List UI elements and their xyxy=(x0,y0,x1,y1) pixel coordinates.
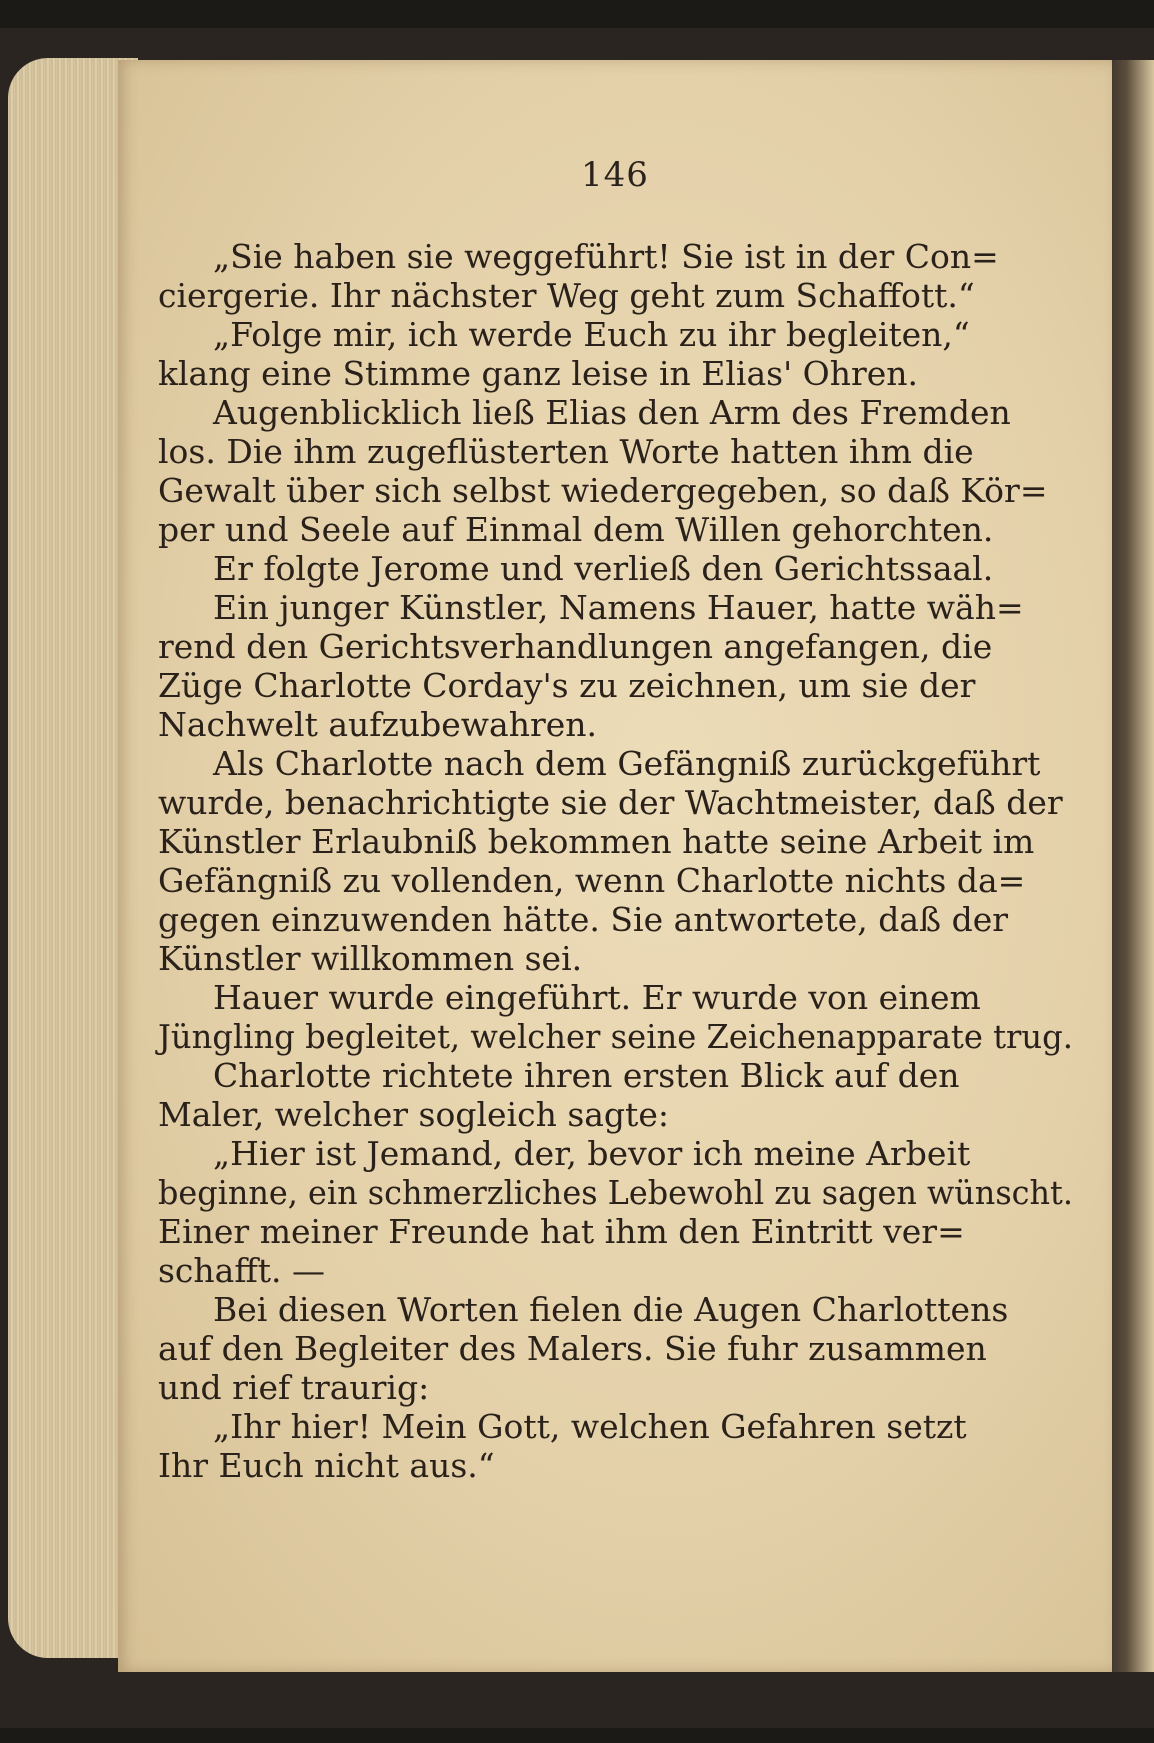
text-line: Bei diesen Worten fielen die Augen Charlottens xyxy=(213,1290,1009,1329)
text-line: Augenblicklich ließ Elias den Arm des Fremden xyxy=(213,393,1011,432)
text-line: Als Charlotte nach dem Gefängniß zurückgeführt xyxy=(213,744,1041,783)
text-line: „Hier ist Jemand, der, bevor ich meine Arbeit xyxy=(213,1134,971,1173)
text-line: Charlotte richtete ihren ersten Blick auf den xyxy=(213,1056,960,1095)
text-line: Ein junger Künstler, Namens Hauer, hatte wäh= xyxy=(213,588,1024,627)
text-line: per und Seele auf Einmal dem Willen gehorchten. xyxy=(158,510,994,549)
text-line: Er folgte Jerome und verließ den Gerichtssaal. xyxy=(213,549,994,588)
text-line: Gewalt über sich selbst wiedergegeben, so daß Kör= xyxy=(158,471,1048,510)
text-line: und rief traurig: xyxy=(158,1368,430,1407)
text-line: Ihr Euch nicht aus.“ xyxy=(158,1446,495,1485)
text-line: „Ihr hier! Mein Gott, welchen Gefahren setzt xyxy=(213,1407,967,1446)
page-number: 146 xyxy=(581,155,649,195)
text-line: gegen einzuwenden hätte. Sie antwortete, daß der xyxy=(158,900,1008,939)
text-line: Züge Charlotte Corday's zu zeichnen, um sie der xyxy=(158,666,976,705)
text-line: rend den Gerichtsverhandlungen angefangen, die xyxy=(158,627,993,666)
text-line: Gefängniß zu vollenden, wenn Charlotte nichts da= xyxy=(158,861,1026,900)
text-line: wurde, benachrichtigte sie der Wachtmeister, daß der xyxy=(158,783,1063,822)
text-line: „Sie haben sie weggeführt! Sie ist in der Con= xyxy=(213,237,999,276)
text-line: Künstler Erlaubniß bekommen hatte seine Arbeit im xyxy=(158,822,1035,861)
text-line: auf den Begleiter des Malers. Sie fuhr zusammen xyxy=(158,1329,987,1368)
text-line: Einer meiner Freunde hat ihm den Eintritt ver= xyxy=(158,1212,965,1251)
text-line: Künstler willkommen sei. xyxy=(158,939,583,978)
text-line: los. Die ihm zugeflüsterten Worte hatten ihm die xyxy=(158,432,974,471)
text-line: Hauer wurde eingeführt. Er wurde von einem xyxy=(213,978,981,1017)
text-line: schafft. — xyxy=(158,1251,326,1290)
text-line: Maler, welcher sogleich sagte: xyxy=(158,1095,669,1134)
text-line: Jüngling begleitet, welcher seine Zeichenapparate trug. xyxy=(158,1017,1073,1056)
text-line: klang eine Stimme ganz leise in Elias' Ohren. xyxy=(158,354,919,393)
text-line: „Folge mir, ich werde Euch zu ihr begleiten,“ xyxy=(213,315,970,354)
text-line: Nachwelt aufzubewahren. xyxy=(158,705,598,744)
text-line: beginne, ein schmerzliches Lebewohl zu sagen wünscht. xyxy=(158,1173,1073,1212)
text-line: ciergerie. Ihr nächster Weg geht zum Schaffott.“ xyxy=(158,276,975,315)
